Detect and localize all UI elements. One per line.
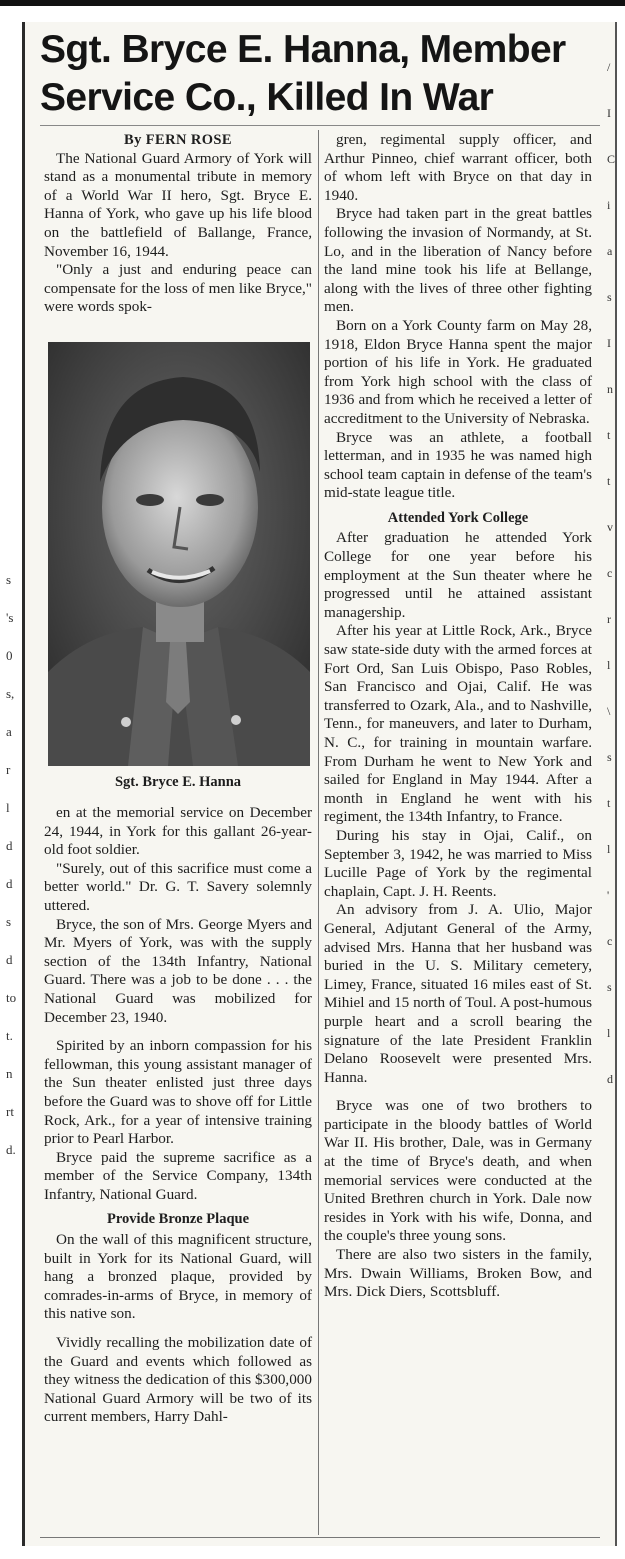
- bottom-rule: [40, 1537, 600, 1538]
- edge-fragment: d.: [6, 1142, 16, 1157]
- edge-fragment: I: [607, 106, 611, 120]
- edge-fragment: l: [607, 658, 611, 672]
- edge-fragment: 0: [6, 648, 13, 663]
- edge-fragment: d: [6, 876, 13, 891]
- edge-fragment: s: [607, 750, 612, 764]
- edge-fragment: n: [6, 1066, 13, 1081]
- edge-fragment: c: [607, 934, 613, 948]
- edge-fragment: s: [607, 980, 612, 994]
- paragraph: "Only a just and enduring peace can compensate for the loss of men like Bryce," were words spok-: [44, 261, 312, 316]
- headline-line-2: Service Co., Killed In War: [40, 76, 494, 119]
- edge-fragment: c: [607, 566, 613, 580]
- edge-fragment: C: [607, 152, 616, 166]
- edge-fragment: n: [607, 382, 613, 396]
- paragraph: On the wall of this magnificent structure, built in York for its National Guard, will hang a bronzed plaque, provided by comrades-in-arms of Bryce, in memory of this native son.: [44, 1231, 312, 1323]
- edge-fragment: d: [6, 952, 13, 967]
- edge-fragment: t: [607, 474, 611, 488]
- headline: [40, 26, 600, 122]
- edge-fragment: 's: [6, 610, 14, 625]
- paragraph: Bryce was one of two brothers to participate in the bloody battles of World War II. His brother, Dale, was in Germany at the time of Bryce's death, and when memorial services were conducted at the United Brethren church in York. Dale now resides in York with his wife, Donna, and the couple's three young sons.: [324, 1097, 592, 1245]
- column-1-bottom: [44, 804, 312, 1427]
- paragraph: The National Guard Armory of York will stand as a monumental tribute in memory of a World War II hero, Sgt. Bryce E. Hanna of York, who gave up his life blood on the battlefield of Ballange, France, November 16, 1944.: [44, 149, 312, 260]
- column-2: [324, 131, 592, 1302]
- paragraph: Bryce paid the supreme sacrifice as a member of the Service Company, 134th Infantry, National Guard.: [44, 1148, 312, 1203]
- edge-fragment: d: [6, 838, 13, 853]
- edge-fragment: l: [607, 1026, 611, 1040]
- edge-fragment: l: [6, 800, 10, 815]
- paragraph: Vividly recalling the mobilization date of the Guard and events which followed as they witness the dedication of this $300,000 National Guard Armory will be two of its current members, Harry Dahl-: [44, 1334, 312, 1426]
- paragraph: Bryce was an athlete, a football letterman, and in 1935 he was named high school team captain in defense of the team's mid-state league title.: [324, 428, 592, 502]
- paragraph: en at the memorial service on December 24, 1944, in York for this gallant 26-year-old foot soldier.: [44, 804, 312, 859]
- edge-fragment: r: [607, 612, 611, 626]
- paragraph: Bryce, the son of Mrs. George Myers and Mr. Myers of York, was with the supply section of the 134th Infantry, National Guard. There was a job to be done . . . the National Guard was mobilized for December 23, 1940.: [44, 915, 312, 1026]
- right-edge-fragments: [603, 0, 625, 1559]
- column-divider: [318, 130, 319, 1535]
- subhead-york-college: Attended York College: [387, 509, 529, 526]
- edge-fragment: l: [607, 842, 611, 856]
- edge-fragment: s,: [6, 686, 15, 701]
- edge-fragment: to: [6, 990, 17, 1005]
- paragraph: Spirited by an inborn compassion for his fellowman, this young assistant manager of the Sun theater enlisted just three days before the Guard was to shove off for Little Rock, Ark., for a year of intensive training prior to Pearl Harbor.: [44, 1037, 312, 1148]
- edge-fragment: /: [607, 60, 611, 74]
- paragraph: Born on a York County farm on May 28, 1918, Eldon Bryce Hanna spent the major portion of his life in York. He graduated from York high school with the class of 1936 and from which he received a letter of accreditment to the University of Nebraska.: [324, 316, 592, 427]
- headline-rule: [40, 125, 600, 126]
- portrait-image: [48, 342, 310, 766]
- edge-fragment: I: [607, 336, 611, 350]
- edge-fragment: s: [6, 914, 12, 929]
- edge-fragment: a: [607, 244, 613, 258]
- headline-line-1: Sgt. Bryce E. Hanna, Member: [40, 28, 566, 71]
- photo-caption: Sgt. Bryce E. Hanna: [114, 774, 242, 790]
- paragraph: Bryce had taken part in the great battles following the invasion of Normandy, at St. Lo, and in the liberation of Nancy before the land mine took his life at Bellange, along with the lives of three other fighting men.: [324, 205, 592, 316]
- edge-fragment: ': [607, 888, 610, 902]
- paragraph: An advisory from J. A. Ulio, Major General, Adjutant General of the Army, advised Mrs. Hanna that her husband was buried in the U. S. Military cemetery, Limey, France, situated 16 miles east of St. Mihiel and 15 north of Toul. A post-humous purple heart and a scroll bearing the signature of the late President Franklin Delano Roosevelt were presented Mrs. Hanna.: [324, 901, 592, 1086]
- edge-fragment: rt: [6, 1104, 14, 1119]
- edge-fragment: t.: [6, 1028, 13, 1043]
- subhead-bronze-plaque: Provide Bronze Plaque: [106, 1211, 250, 1228]
- edge-fragment: i: [607, 198, 611, 212]
- edge-fragment: v: [607, 520, 613, 534]
- paragraph: After his year at Little Rock, Ark., Bryce saw state-side duty with the armed forces at Fort Ord, San Luis Obispo, Paso Robles, San Francisco and Ojai, Calif. He was transferred to Ozark, Ala., and to Nashville, Tenn., for maneuvers, and later to Durham, N. C., for training in mountain warfare. From Durham he went to New York and sailed for England in May 1944. After a month in England he went with his regiment, the 134th Infantry, to France.: [324, 622, 592, 826]
- edge-fragment: s: [6, 572, 12, 587]
- edge-fragment: r: [6, 762, 11, 777]
- top-border-bar: [0, 0, 625, 6]
- edge-fragment: a: [6, 724, 12, 739]
- edge-fragment: s: [607, 290, 612, 304]
- portrait-photo: [48, 342, 310, 766]
- byline: By FERN ROSE: [124, 132, 232, 148]
- left-edge-fragments: [0, 0, 20, 1559]
- paragraph: There are also two sisters in the family, Mrs. Dwain Williams, Broken Bow, and Mrs. Dick Diers, Scottsbluff.: [324, 1246, 592, 1301]
- edge-fragment: \: [607, 704, 611, 718]
- edge-fragment: t: [607, 796, 611, 810]
- column-1-top: [44, 131, 312, 317]
- paragraph: During his stay in Ojai, Calif., on September 3, 1942, he was married to Miss Lucille Page of York by the regimental chaplain, Capt. J. H. Reents.: [324, 826, 592, 900]
- paragraph: gren, regimental supply officer, and Arthur Pinneo, chief warrant officer, both of whom left with Bryce on that day in 1940.: [324, 131, 592, 204]
- edge-fragment: d: [607, 1072, 613, 1086]
- paragraph: After graduation he attended York College for one year before his employment at the Sun theater where he progressed until he attained assistant managership.: [324, 529, 592, 621]
- paragraph: "Surely, out of this sacrifice must come a better world." Dr. G. T. Savery solemnly uttered.: [44, 859, 312, 914]
- edge-fragment: t: [607, 428, 611, 442]
